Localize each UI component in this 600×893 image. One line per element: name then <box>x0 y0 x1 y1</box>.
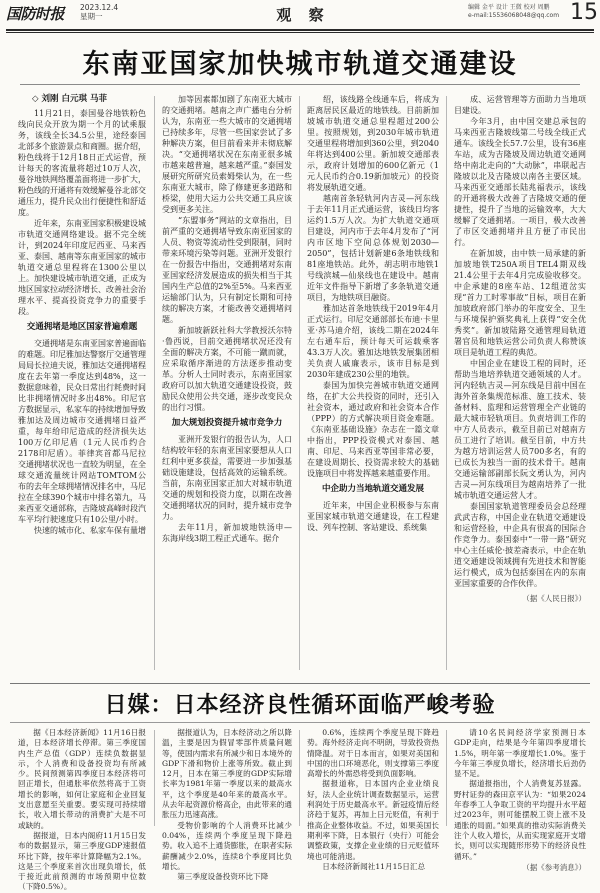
article-source: （据《人民日报》） <box>522 594 586 603</box>
contact-email: e-mail:15536068048@qq.com <box>468 12 560 19</box>
article-paragraph: 据报道认为，日本经济动之所以降温，主要是因为假冒零部件质量问题等，使国内需求有所减少和日本境外的GDP下滑和物价上涨等所致。截止到12月，日本在第三季度的GDP实际增长率为1981年第一季度以来的最高水平，这个季度是40年来的最高水平。从去年起资源价格高企，由此带来的通胀压力迅速高涨。 <box>162 728 292 820</box>
article-paragraph: 亚洲开发银行的报告认为，人口结构较年轻的东南亚国家要想从人口红利中更多获益，需要进一步加强基础设施建设，包括高效的运输系统。当前，东南亚国家正加大对城市轨道交通的规划和投资力度，以期在改善交通拥堵状况的同时，提升城市竞争力。 <box>162 435 292 521</box>
masthead: 国防时报 <box>6 5 65 23</box>
page-header <box>0 0 600 30</box>
section-title: 观 察 <box>276 6 330 24</box>
headline-rule <box>20 84 580 85</box>
article-1-column-4 <box>454 94 586 674</box>
article-2-column-2 <box>162 728 292 882</box>
article-paragraph: 绍，该线路全线通车后，将成为距离居民区最近的地铁线。目前新加坡城市轨道交通总里程超过200公里。按照规划，到2030年城市轨道交通里程将增加到360公里，到2040年将达到400公里。新加坡交通部表示，政府计划增加的600亿新元（1元人民币约合0.19新加坡元）的投资将发展轨道交通。 <box>307 95 439 192</box>
article-2-headline-rule <box>10 722 590 723</box>
article-paragraph: 在新加坡，由中铁一局承建的新加坡地铁T250A项目TEL4期双线21.4公里于去年4月完成验收移交。中企承建的8座车站、12组道岔实现“首力工时零事故”目标，项目在新加坡政府部门举办的年度安全、卫生与环境保护颁奖典礼上获得“安全优秀奖”。新加坡陆路交通管理局轨道署官员和地铁运营公司负责人称赞该项目是轨道工程的典范。 <box>454 249 586 357</box>
column-divider <box>446 730 447 826</box>
page-number: 15 <box>570 0 598 25</box>
article-paragraph: 去年11月，新加坡地铁汤申—东海岸线3期工程正式通车。据介 <box>162 523 292 543</box>
article-paragraph: 11月21日，泰国曼谷地铁粉色线向民众开放为期一个月的试乘服务，该线全长34.5公里，途经泰国北部多个旅游景点和商圈。据介绍，粉色线将于12月18日正式运营，预计每天的客流量将超过10万人次，曼谷地铁网络覆盖面将进一步扩大，粉色线的开通将有效缓解曼谷北部交通压力，提升民众出行便捷性和舒适度。 <box>18 109 146 217</box>
issue-date: 2023.12.4 <box>80 3 119 12</box>
article-paragraph: 据《日本经济新闻》11月16日报道，日本经济增长停滞。第三季度国内生产总值（GDP）连续负数据显示，个人消费和设备投资均有所减少。民间预测第四季度日本经济将可回正增长，但通胀率依然将高于工资增长的影响，如何让家庭和企业回复支出意愿至关重要。要实现可持续增长，收入增长带动的消费扩大是不可或缺的。 <box>18 728 146 830</box>
article-paragraph: 交通拥堵是东南亚国家普遍面临的难题。印尼雅加达警察厅交通管理局局长拉迪夫说，雅加达交通拥堵程度在去年第一季度达到48%，这一数据意味着，民众日常出行耗费时间比非拥堵情况时多出48%。印尼官方数据显示，私家车的持续增加导致雅加达及周边城市交通拥堵日益严重，每年给印尼造成的经济损失达100万亿印尼盾（1元人民币约合2178印尼盾）。菲律宾首都马尼拉交通拥堵状况也一直较为明显，在全球交通流量统计网站TOMTOM公布的去年全球拥堵情况排名中，马尼拉在全球390个城市中排名第九，马来西亚交通部称，吉隆坡高峰时段汽车平均行驶速度只有10公里/小时。 <box>18 339 146 524</box>
issue-weekday: 星期一 <box>80 12 103 21</box>
column-divider <box>446 96 447 670</box>
article-paragraph: 快速的城市化、私家车保有量增 <box>34 526 146 535</box>
column-divider <box>299 730 300 826</box>
article-2-column-1 <box>18 728 146 892</box>
article-paragraph: 今年3月，由中国交建总承包的马来西亚吉隆坡线第二号线全线正式通车。该线全长57.7公里，设有36座车站，成为吉隆坡及周边轨道交通网络中南北走向的“大动脉”，串联起吉隆坡以北及吉隆坡以南各主要区域。马来西亚交通部长陆兆福表示，该线的开通将极大改善了吉隆坡交通的便捷性，提升了当地的运输效率，大大缓解了交通拥堵。一项目，极大改善了市区交通拥堵并且方便了市民出行。 <box>454 117 586 247</box>
article-1-column-3 <box>307 94 439 674</box>
article-paragraph: 第三季度设备投资环比下降 <box>177 872 269 882</box>
article-paragraph: 受物价影响的个人消费环比减少0.04%，连续两个季度呈现下降趋势。收入追不上通货膨胀，在职者实际薪酬减少2.0%，连续8个季度同比负增长。 <box>162 820 292 871</box>
article-paragraph: 日本经济新闻社11月15日汇总 <box>322 861 426 871</box>
article-byline <box>18 94 146 105</box>
article-paragraph: 越南首条轻轨河内吉灵—河东线于去年11月正式通运营，该线日均客运约1.5万人次。为扩大轨道交通项目建设，河内市于去年4月发布了“河内市区地下空间总体规划2030—2050”，包括计划新建6条地铁线和81座地铁站。此外，胡志明市地铁1号线滨城—仙泉线也在建设中。越南近年文件指导下新增了多条轨道交通项目，为地铁项目融资。 <box>307 194 439 302</box>
article-2-headline: 日媒：日本经济良性循环面临严峻考验 <box>104 693 496 718</box>
article-2-top-rule <box>10 683 590 684</box>
header-rule-thin <box>6 32 594 33</box>
article-paragraph: 中国企业在建设工程的同时，还帮助当地培养轨道交通领域的人才。河内轻轨吉灵—河东线是目前中国在海外首条集规范标准、施工技术、装备材料、监理和运营管理全产业链的最大城市轻轨项目。负责培训工作的中方人员表示，截至目前已对越南方员工进行了培训。截至目前，中方共为越方培训运营人员700多名，有的已成长为独当一面的技术骨干。越南交通运输部副部长阮文勇认为，河内吉灵—河东线项目为越南培养了一批城市轨道交通运营人才。 <box>454 359 586 500</box>
column-divider <box>154 96 155 670</box>
article-1-headline: 东南亚国家加快城市轨道交通建设 <box>82 49 518 80</box>
byline-diamond-icon: ◇ <box>32 94 39 104</box>
column-divider <box>154 730 155 826</box>
article-2-column-4 <box>454 728 586 872</box>
staff-block <box>468 4 568 20</box>
column-divider <box>299 96 300 670</box>
byline-names: 刘刚 白元琪 马菲 <box>41 94 107 104</box>
article-paragraph: 据报道，日本内阁府11月15日发布的数据显示，第三季度GDP速报值环比下降，按年率计算降幅为2.1%。这是三个季度来首次出现负增长，低于接近此前预测的市场预期中位数（下降0.5%）。 <box>18 830 146 892</box>
article-paragraph: 雅加达首条地铁线于2019年4月正式运行。印尼交通部部长布迪·卡里亚·苏马迪介绍，该线二期在2024年左右通车后，预计每天可运载乘客43.3万人次。雅加达地铁发展集团相关负责人戚廉表示，该市目标是到2030年建成230公里的地铁。 <box>307 304 439 379</box>
article-paragraph: 近年来，东南亚国家积极建设城市轨道交通网络建设。据不完全统计，到2024年印度尼西亚、马来西亚、泰国、越南等东南亚国家的城市轨道交通总里程将在1300公里以上。加快建设城市轨道交通，正成为地区国家拉动经济增长、改善社会治理水平、提高投资竞争力的重要手段。 <box>18 219 146 316</box>
article-paragraph: 新加坡新跃社科大学教授沃尔特·鲁西说，目前交通拥堵状况还没有全面的解决方案，不可能一蹴而就，应采取循序渐进的方法逐步推动变革。分析人士同时表示，东南亚国家政府可以加大轨道交通建设投资，鼓励民众使用公共交通，逐步改变民众的出行习惯。 <box>162 326 292 412</box>
article-subheading: 中企助力当地轨道交通发展 <box>321 484 424 494</box>
article-paragraph: 请10名民间经济学家预测日本GDP走向，结果是今年第四季度增长1.5%，明年第一季度增长1.0%。鉴于今年第三季度负增长，经济增长后劲仍显不足。 <box>454 728 586 779</box>
article-paragraph: 近年来，中国企业积极参与东南亚国家城市轨道交通建设，在工程建设、列车控制、客站建设、系统集 <box>307 501 439 532</box>
issue-date-block <box>80 3 118 21</box>
article-paragraph: 加等因素都加剧了东南亚大城市的交通拥堵。越南之声广播电台分析认为，东南亚一些大城市的交通拥堵已持续多年，尽管一些国家尝试了多种解决方案，但目前看来并未彻底解决。“交通拥堵状况在东南亚很多城市越来越普遍，越来越严重。”泰国发展研究所研究员索姆柴认为，在一些东南亚大城市，除了修建更多道路和桥梁，使用大运力公共交通工具应该受到更多关注。 <box>162 95 292 214</box>
article-paragraph: 据报道称，日本国内企业业绩良好，法人企业统计调查数据显示，运营利润处于历史最高水平。新冠疫情后经济趋于复苏，再加上日元贬值，有利于推高企业整体收益。不过，如果美国长期利率下降，日本银行（央行）可能会调整政策，支撑企业业绩的日元贬值环境也可能消退。 <box>307 779 439 861</box>
header-rule <box>6 29 594 31</box>
article-subheading: 加大规划投资提升城市竞争力 <box>171 418 283 428</box>
staff-credits: 编辑 金平 设计 王微 校对 周鹏 <box>468 4 550 11</box>
article-2-column-3 <box>307 728 439 871</box>
article-1-column-2 <box>162 94 292 674</box>
article-1-column-1 <box>18 94 146 674</box>
article-paragraph: 据道报指出，个人消费复苏显露。野村证券的森田京平认为：“如果2024年春季工人争取工资的平均提升水平超过2023年，则可能摆脱工资上涨不及通胀的局面。”如果真的推动实际消费关注个人收入增长，从而实现家庭开支增长，则可以实现随形形势下的经济良性循环。” <box>454 779 586 861</box>
article-paragraph: 0.6%，连续两个季度呈现下降趋势。海外经济走向不明朗，导致投资热情降温。对于日本而言，如果对美国和中国的出口环境恶化，则支撑第三季度高增长的外需恐将受到负面影响。 <box>307 728 439 779</box>
article-paragraph: 成、运营管理等方面助力当地项目建设。 <box>454 95 586 115</box>
article-paragraph: 泰国为加快完善城市轨道交通网络，在扩大公共投资的同时，还引入社会资本，通过政府和社会资本合作（PPP）的方式解决项目资金难题。《东南亚基础设施》杂志在一篇文章中指出，PPP投资模式对泰国、越南、印尼、马来西亚等国非常必要，在建设周期长、投资需求较大的基础设施项目中将发挥越来越重要作用。 <box>307 381 439 478</box>
article-paragraph: 泰国国家轨道管理委员会总经理武武吉称，中国企业在轨道交通建设和运营经验，中企具有很高的国际合作竞争力。泰国泰中“一带一路”研究中心主任威伦·披差斋表示，中企在轨道交通建设领域拥有先进技术和智能运行模式，成为包括泰国在内的东南亚国家重要的合作伙伴。 <box>454 502 586 588</box>
article-paragraph: “东盟事务”网站的文章指出，目前严重的交通拥堵导致东南亚国家的人员、物资等流动性受到限制，同时带来环境污染等问题。亚洲开发银行在一份报告中指出，交通拥堵对东南亚国家经济发展造成的损失相当于其国内生产总值的2%至5%。马来西亚运输部门认为，只有制定长期和可持续的解决方案，才能改善交通拥堵问题。 <box>162 216 292 324</box>
article-subheading: 交通拥堵是地区国家普遍难题 <box>26 322 138 332</box>
article-source: （据《参考消息》） <box>522 862 586 872</box>
